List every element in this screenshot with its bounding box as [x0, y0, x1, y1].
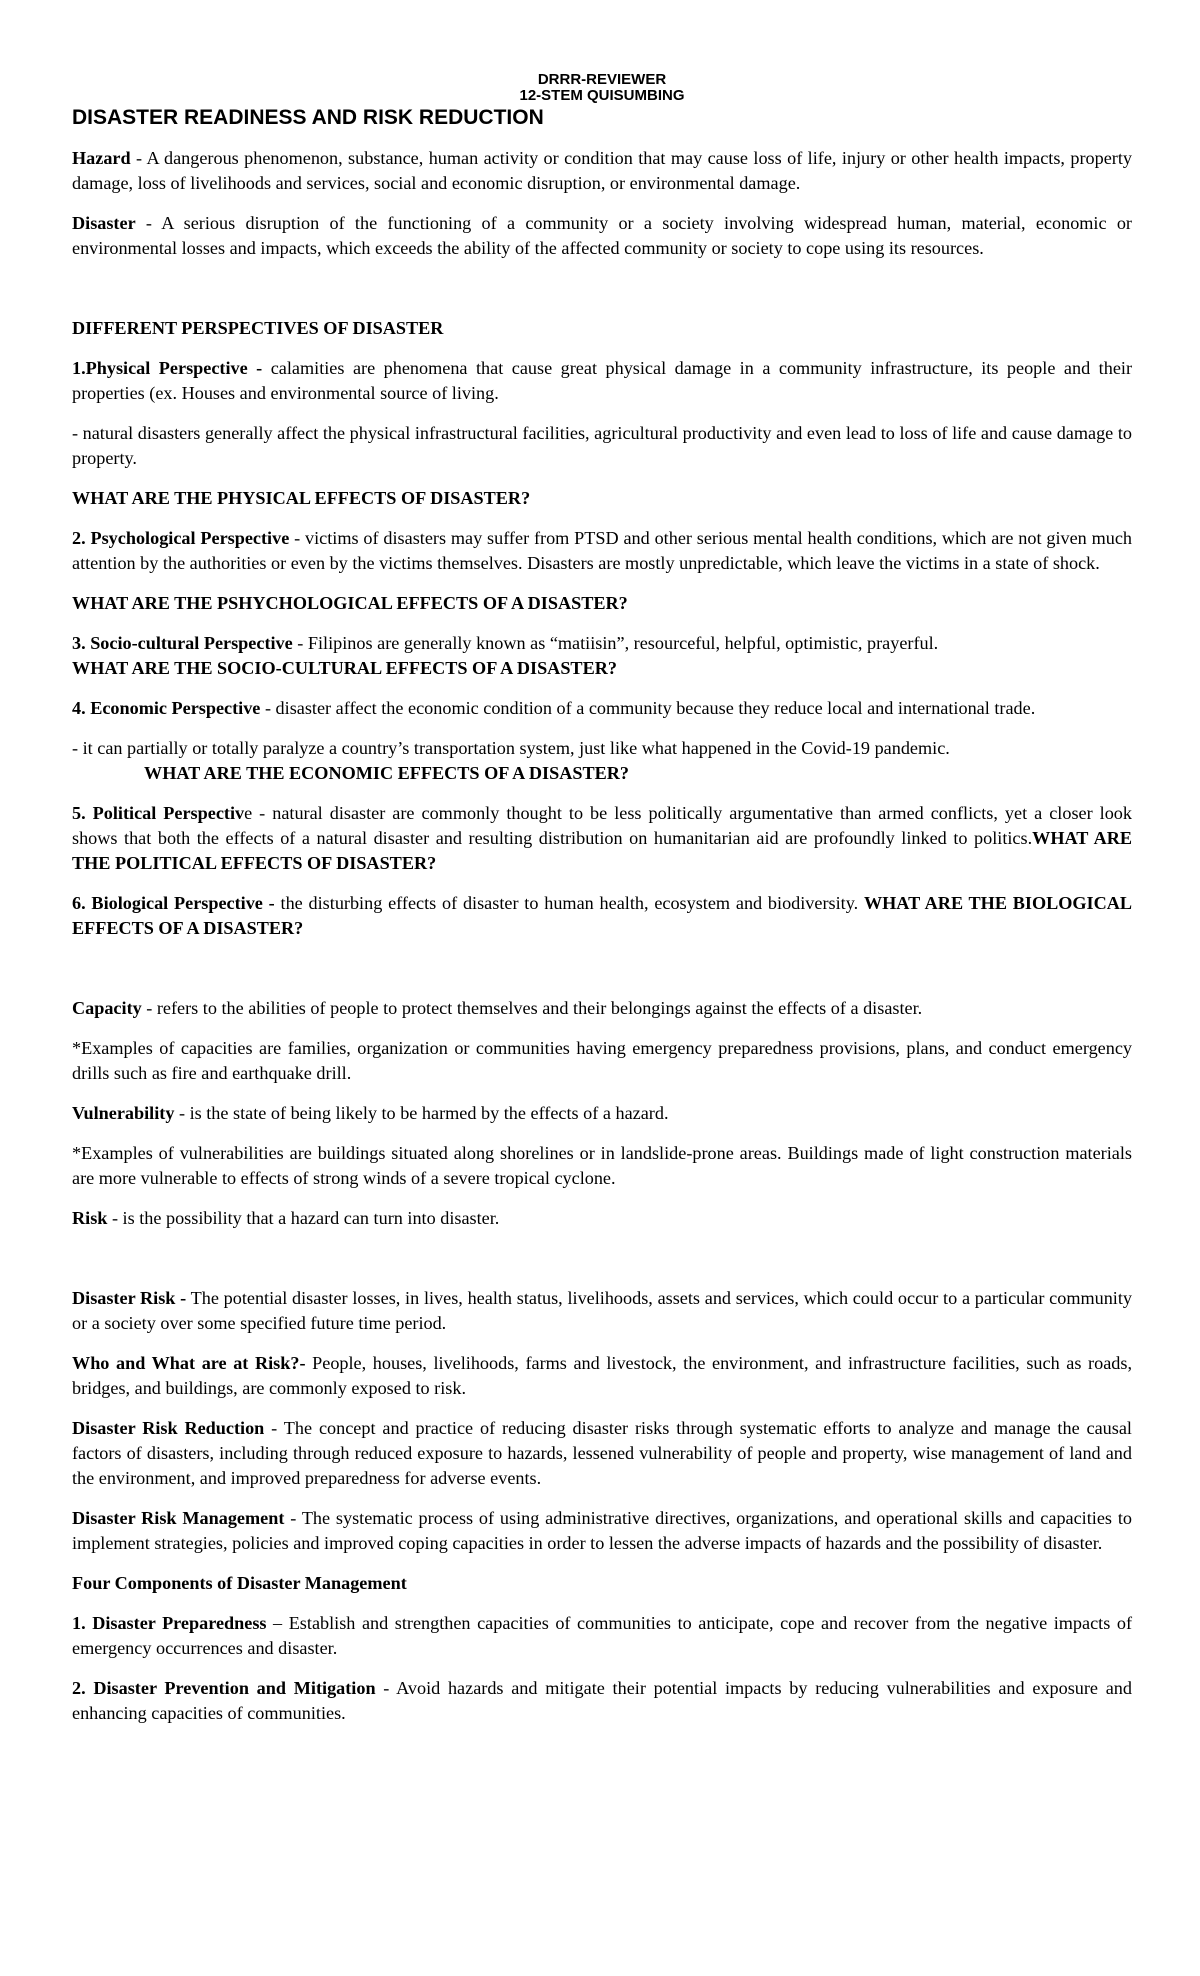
political-perspective	[72, 801, 1132, 876]
drr-text: - The concept and practice of reducing disaster risks through systematic efforts to analyze and manage the causal factors of disasters, including through reduced exposure to hazards, lessened vulnerability of people and property, wise management of land and the environment, and improved preparedness for adverse events.	[72, 1418, 1132, 1488]
disaster-text: - A serious disruption of the functioning of a community or a society involving widespread human, material, economic or environmental losses and impacts, which exceeds the ability of the affected community or society to cope using its resources.	[72, 213, 1132, 258]
vulnerability-text: - is the state of being likely to be harmed by the effects of a hazard.	[174, 1103, 669, 1123]
economic-text: - disaster affect the economic condition of a community because they reduce local and international trade.	[260, 698, 1036, 718]
disaster-term: Disaster	[72, 213, 136, 233]
capacity-term: Capacity	[72, 998, 142, 1018]
political-text: e - natural disaster are commonly thought to be less politically argumentative than armed conflicts, yet a closer look shows that both the effects of a natural disaster and resulting distribution on humanitarian aid are profoundly linked to politics.	[72, 803, 1132, 848]
disaster-definition	[72, 211, 1132, 261]
components-heading: Four Components of Disaster Management	[72, 1573, 407, 1593]
economic-question: WHAT ARE THE ECONOMIC EFFECTS OF A DISASTER?	[144, 763, 629, 783]
vulnerability-definition	[72, 1101, 1132, 1126]
psychological-perspective	[72, 526, 1132, 576]
who-at-risk-term: Who and What are at Risk?-	[72, 1353, 306, 1373]
prevention-term: 2. Disaster Prevention and Mitigation	[72, 1678, 376, 1698]
drr-definition	[72, 1416, 1132, 1491]
doc-header-line2: 12-STEM QUISUMBING	[519, 87, 685, 104]
physical-question: WHAT ARE THE PHYSICAL EFFECTS OF DISASTER?	[72, 488, 531, 508]
capacity-text: - refers to the abilities of people to protect themselves and their belongings against the effects of a disaster.	[141, 998, 923, 1018]
economic-extra	[72, 736, 1132, 786]
physical-term: 1.Physical Perspective -	[72, 358, 263, 378]
physical-perspective	[72, 356, 1132, 406]
vulnerability-term: Vulnerability	[72, 1103, 175, 1123]
capacity-example: *Examples of capacities are families, organization or communities having emergency preparedness provisions, plans, and conduct emergency drills such as fire and earthquake drill.	[72, 1038, 1132, 1083]
risk-definition	[72, 1206, 1132, 1231]
who-at-risk	[72, 1351, 1132, 1401]
capacity-definition	[72, 996, 1132, 1021]
drm-term: Disaster Risk Management	[72, 1508, 285, 1528]
socio-cultural-question: WHAT ARE THE SOCIO-CULTURAL EFFECTS OF A DISASTER?	[72, 658, 617, 678]
hazard-definition	[72, 146, 1132, 196]
component-prevention	[72, 1676, 1132, 1726]
prevention-text: - Avoid hazards and mitigate their potential impacts by reducing vulnerabilities and exposure and enhancing capacities of communities.	[72, 1678, 1132, 1723]
economic-term: 4. Economic Perspective	[72, 698, 261, 718]
socio-cultural-text: - Filipinos are generally known as “matiisin”, resourceful, helpful, optimistic, prayerful.	[292, 633, 939, 653]
physical-extra: - natural disasters generally affect the physical infrastructural facilities, agricultural productivity and even lead to loss of life and cause damage to property.	[72, 423, 1132, 468]
drr-term: Disaster Risk Reduction	[72, 1418, 265, 1438]
political-question: WHAT ARE THE POLITICAL EFFECTS OF DISASTER?	[72, 828, 1132, 873]
preparedness-text: – Establish and strengthen capacities of communities to anticipate, cope and recover from the negative impacts of emergency occurrences and disaster.	[72, 1613, 1132, 1658]
page-title: DISASTER READINESS AND RISK REDUCTION	[72, 106, 544, 129]
hazard-text: - A dangerous phenomenon, substance, human activity or condition that may cause loss of life, injury or other health impacts, property damage, loss of livelihoods and services, social and economic disruption, or environmental damage.	[72, 148, 1132, 193]
economic-extra-text: - it can partially or totally paralyze a country’s transportation system, just like what happened in the Covid-19 pandemic.	[72, 738, 950, 758]
psychological-text: - victims of disasters may suffer from PTSD and other serious mental health conditions, which are not given much attention by the authorities or even by the victims themselves. Disasters are mostly unpredictable, which leave the victims in a state of shock.	[72, 528, 1133, 573]
perspectives-heading: DIFFERENT PERSPECTIVES OF DISASTER	[72, 318, 444, 338]
doc-header-line1: DRRR-REVIEWER	[537, 71, 667, 88]
preparedness-term: 1. Disaster Preparedness	[72, 1613, 267, 1633]
political-term: 5. Political Perspectiv	[72, 803, 245, 823]
economic-perspective	[72, 696, 1132, 721]
physical-text: calamities are phenomena that cause great physical damage in a community infrastructure, its people and their properties (ex. Houses and environmental source of living.	[72, 358, 1132, 403]
disaster-risk-term: Disaster Risk -	[72, 1288, 187, 1308]
who-at-risk-text: People, houses, livelihoods, farms and livestock, the environment, and infrastructure facilities, such as roads, bridges, and buildings, are commonly exposed to risk.	[72, 1353, 1132, 1398]
drm-definition	[72, 1506, 1132, 1556]
drm-text: - The systematic process of using administrative directives, organizations, and operational skills and capacities to implement strategies, policies and improved coping capacities in order to lessen the adverse impacts of hazards and the possibility of disaster.	[72, 1508, 1132, 1553]
risk-text: - is the possibility that a hazard can turn into disaster.	[107, 1208, 500, 1228]
hazard-term: Hazard	[72, 148, 131, 168]
socio-cultural-term: 3. Socio-cultural Perspective	[72, 633, 293, 653]
component-preparedness	[72, 1611, 1132, 1661]
psychological-question: WHAT ARE THE PSHYCHOLOGICAL EFFECTS OF A DISASTER?	[72, 593, 628, 613]
biological-term: 6. Biological Perspective -	[72, 893, 275, 913]
biological-question: WHAT ARE THE BIOLOGICAL EFFECTS OF A DISASTER?	[72, 893, 1132, 938]
disaster-risk-text: The potential disaster losses, in lives, health status, livelihoods, assets and services, which could occur to a particular community or a society over some specified future time period.	[72, 1288, 1133, 1333]
biological-text: the disturbing effects of disaster to human health, ecosystem and biodiversity.	[274, 893, 864, 913]
biological-perspective	[72, 891, 1132, 941]
document-page	[72, 72, 1132, 1741]
socio-cultural-perspective	[72, 631, 1132, 681]
psychological-term: 2. Psychological Perspective	[72, 528, 290, 548]
vulnerability-example: *Examples of vulnerabilities are buildings situated along shorelines or in landslide-prone areas. Buildings made of light construction materials are more vulnerable to effects of strong winds of a severe tropical cyclone.	[72, 1143, 1132, 1188]
disaster-risk-definition	[72, 1286, 1132, 1336]
risk-term: Risk	[72, 1208, 108, 1228]
